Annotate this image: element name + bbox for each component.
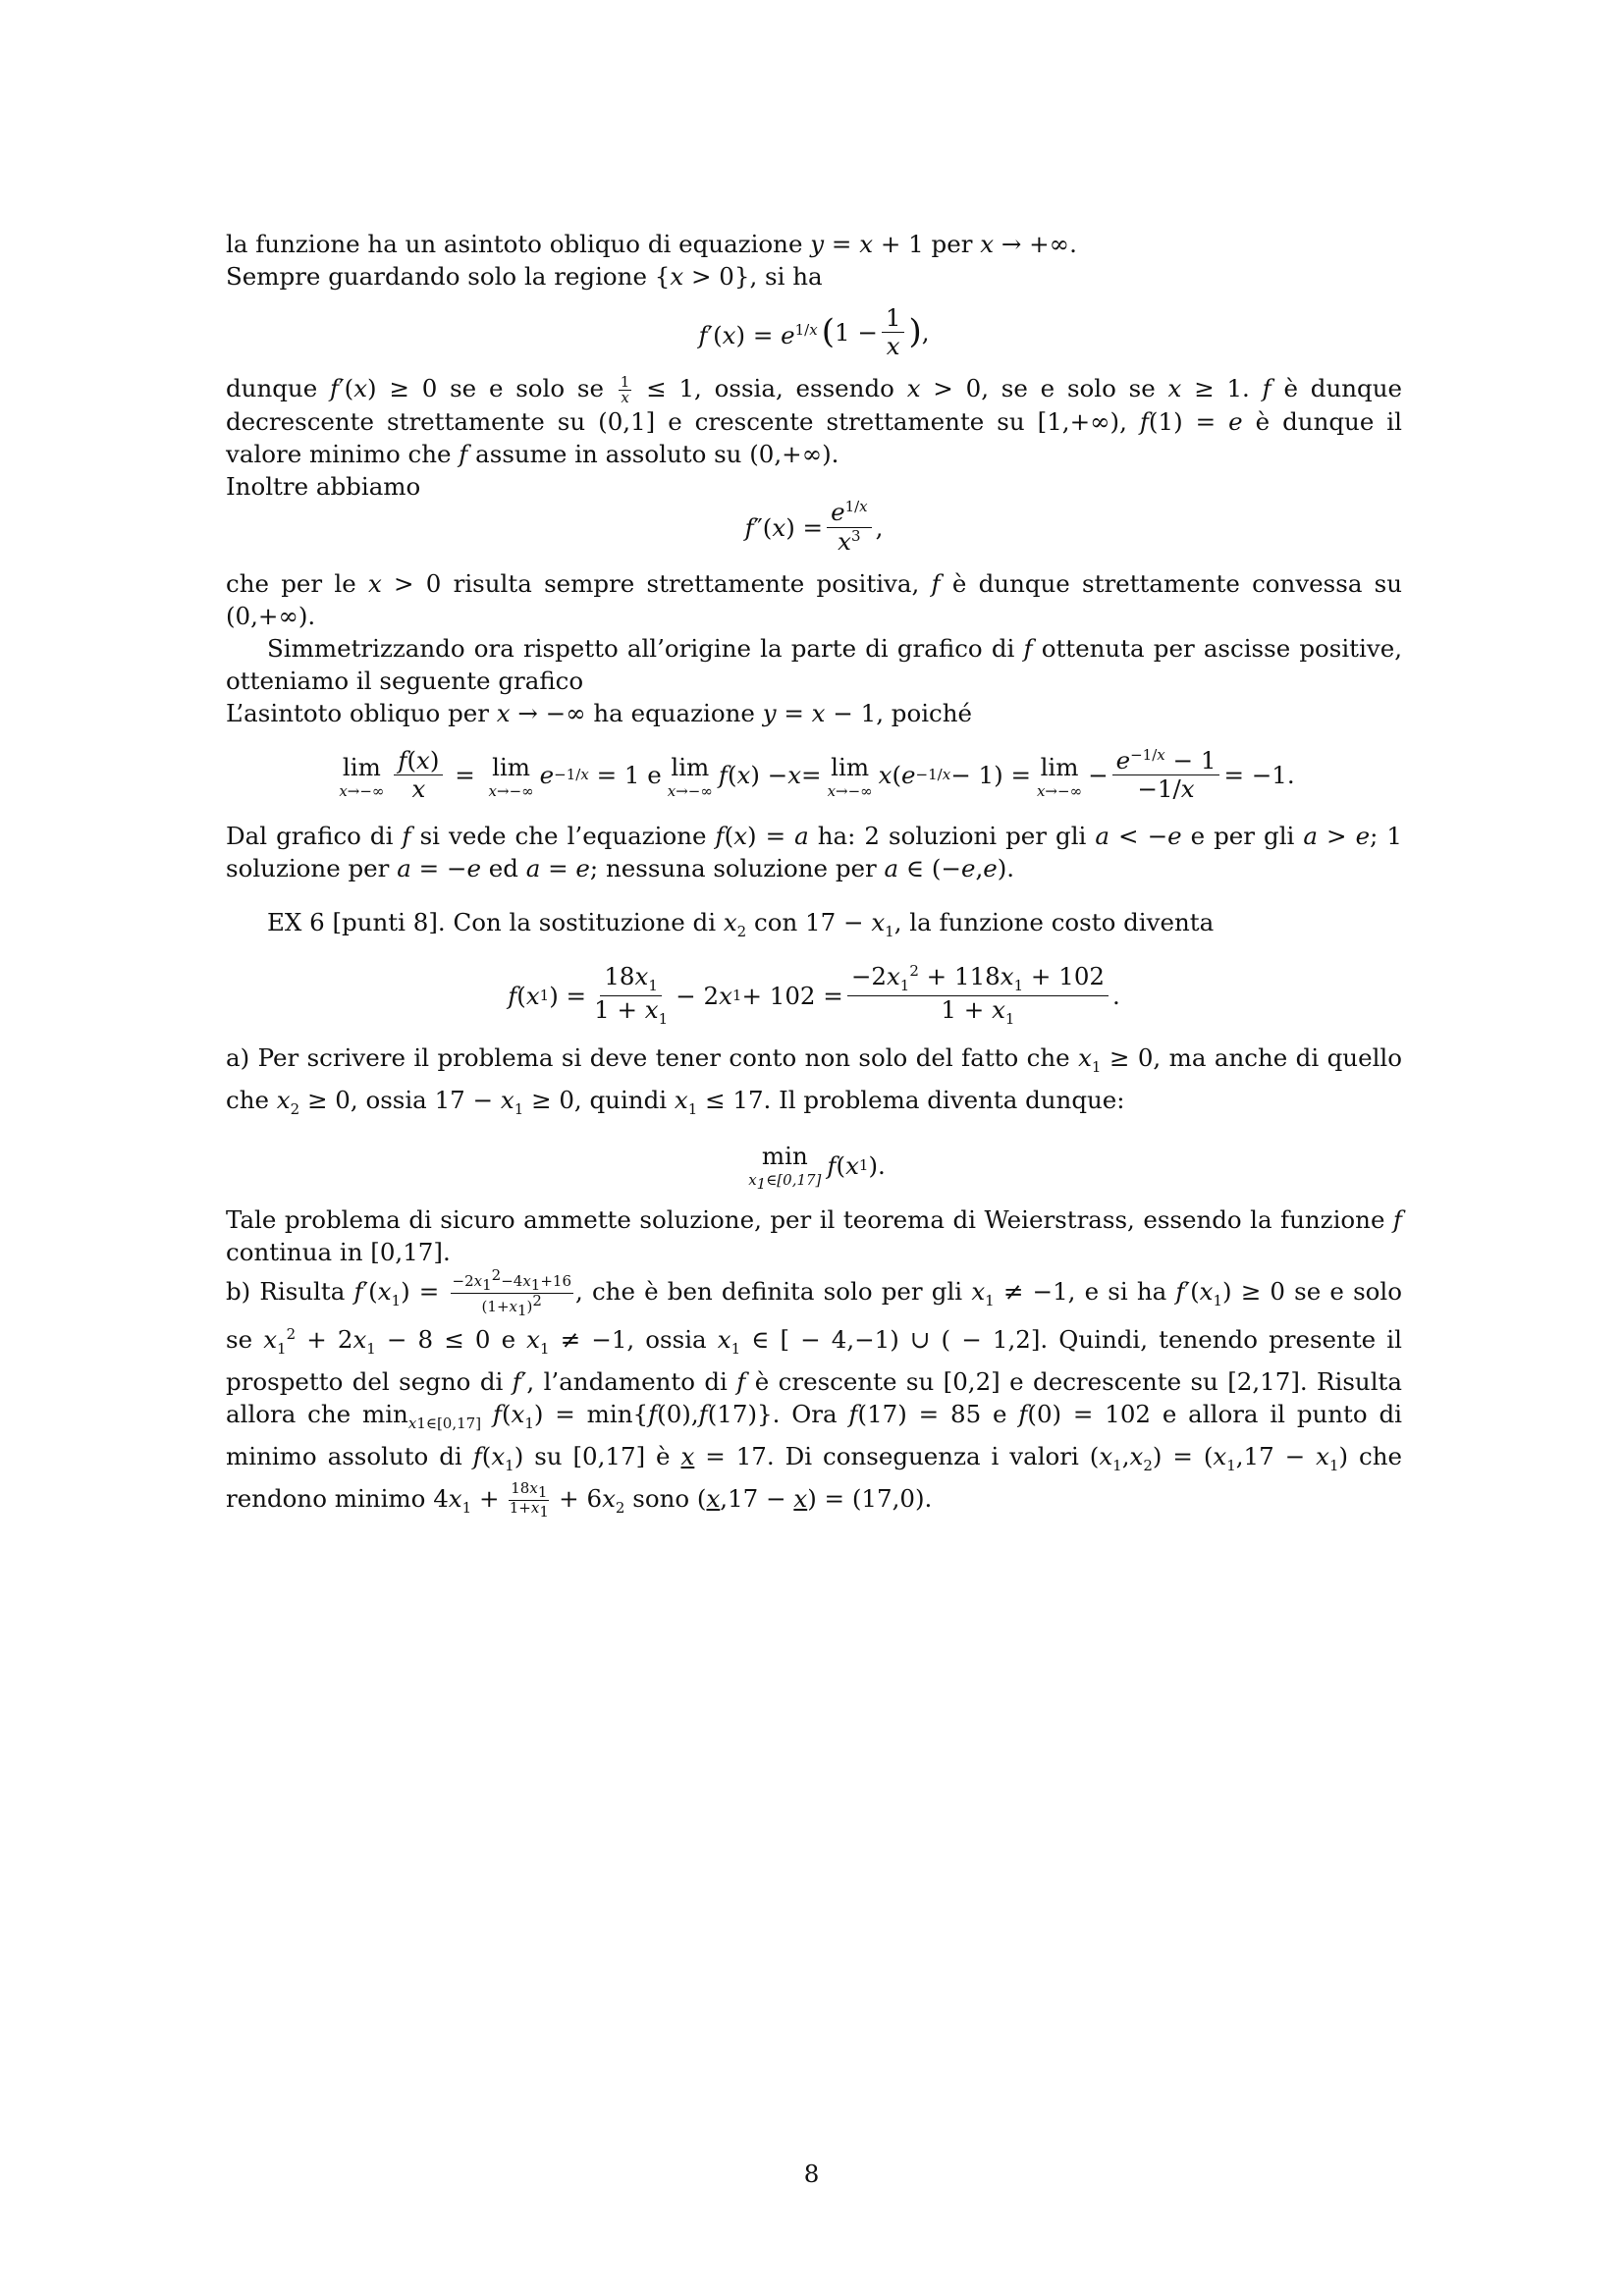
paragraph-monotonicity: dunque f′(x) ≥ 0 se e solo se $\frac{1}{x}$ ≤ 1, ossia, essendo x > 0, se e solo se x ≥ 1. f è dunque decrescente strettamente su (0,1] e crescente strettamente su [1,+∞), f(1) = e è dunque il valore minimo che f assume in assoluto su (0,+∞). Inoltre abbiamo [226,373,1402,502]
paragraph-oblique-asymptote: L’asintoto obliquo per x → −∞ ha equazione y = x − 1, poiché [226,699,973,727]
page-body [226,228,1402,1524]
page-number: 8 [803,2160,820,2188]
paragraph-asymptote: la funzione ha un asintoto obliquo di equazione y = x + 1 per x → +∞. Sempre guardando solo la regione {x > 0}, si ha [226,230,1077,291]
paragraph-solutions: Dal grafico di f si vede che l’equazione f(x) = a ha: 2 soluzioni per gli a < −e e per gli a > e; 1 soluzione per a = −e ed a = e; nessuna soluzione per a ∈ (−e,e). [226,821,1402,882]
equation-cost-function: f ( x 1 ) = $\frac{18x_1}{1 + x_1}$ − 2 x 1 + 102 = $\frac{-2x_1^2 + 118x_1 + 102}{1 + x_1}$ . [508,962,1120,1028]
paragraph-weierstrass: Tale problema di sicuro ammette soluzione, per il teorema di Weierstrass, essendo la funzione f continua in [0,17]. [226,1204,1402,1266]
equation-first-derivative: $f'(x) = e^{1/x}$ ( 1 − $\frac{1}{x}$ ) , [698,303,930,361]
equation-min-problem: min $x_1\in[0,17]$ f ( x 1 ). [748,1141,886,1193]
equation-second-derivative: f ″( x ) = $\frac{e^{1/x}}{x^3}$ , [744,498,884,556]
paragraph-part-a: a) Per scrivere il problema si deve tener conto non solo del fatto che $x_1 \ge 0$, ma anche di quello che $x_2 \ge 0$, ossia $17 - x_1 \ge 0$, quindi $x_1 \le 17$. Il problema diventa dunque: [226,1042,1402,1118]
equation-limits: lim x→−∞ $\frac{f(x)}{x}$ = lim x→−∞ e −1/x = 1 e lim x→−∞ f ( x ) − x = lim x→−∞ x ( e −1/x − 1) = lim x→−∞ − $\frac{e^{-1/x} - 1}{-1/x}$ = −1. [339,746,1295,804]
paragraph-ex6-intro: EX 6 [punti 8]. Con la sostituzione di $x_2$ con $17 - x_1$, la funzione costo diventa [267,907,1215,940]
paragraph-symmetry: Simmetrizzando ora rispetto all’origine la parte di grafico di f ottenuta per ascisse positive, otteniamo il seguente grafico [226,634,1402,695]
paragraph-part-b: b) Risulta $f'(x_1)$ = $\frac{-2x_1^2-4x_1+16}{(1+x_1)^2}$ , che è ben definita solo per gli $x_1 \ne -1$, e si ha $f'(x_1) \ge 0$ se e solo se $x_1^2 + 2x_1 - 8 \le 0$ e $x_1 \ne -1$, ossia $x_1$ ∈ [ − 4,−1) ∪ ( − 1,2]. Quindi, tenendo presente il prospetto del segno di f′, l’andamento di f è crescente su [0,2] e decrescente su [2,17]. Risulta allora che $\min_{x1\in[0,17]} f(x_1) = \min\{f(0),f(17)\}$. Ora f(17) = 85 e f(0) = 102 e allora il punto di minimo assoluto di $f(x_1)$ su [0,17] è x = 17. Di conseguenza i valori $(x_1,x_2) = (x_1,17 - x_1)$ che rendono minimo $4x_1$ + $\frac{18x_1}{1+x_1}$ + $6x_2$ sono (x,17 − x) = (17,0). [226,1265,1402,1522]
paragraph-convexity: che per le x > 0 risulta sempre strettamente positiva, f è dunque strettamente convessa su (0,+∞). [226,569,1403,630]
